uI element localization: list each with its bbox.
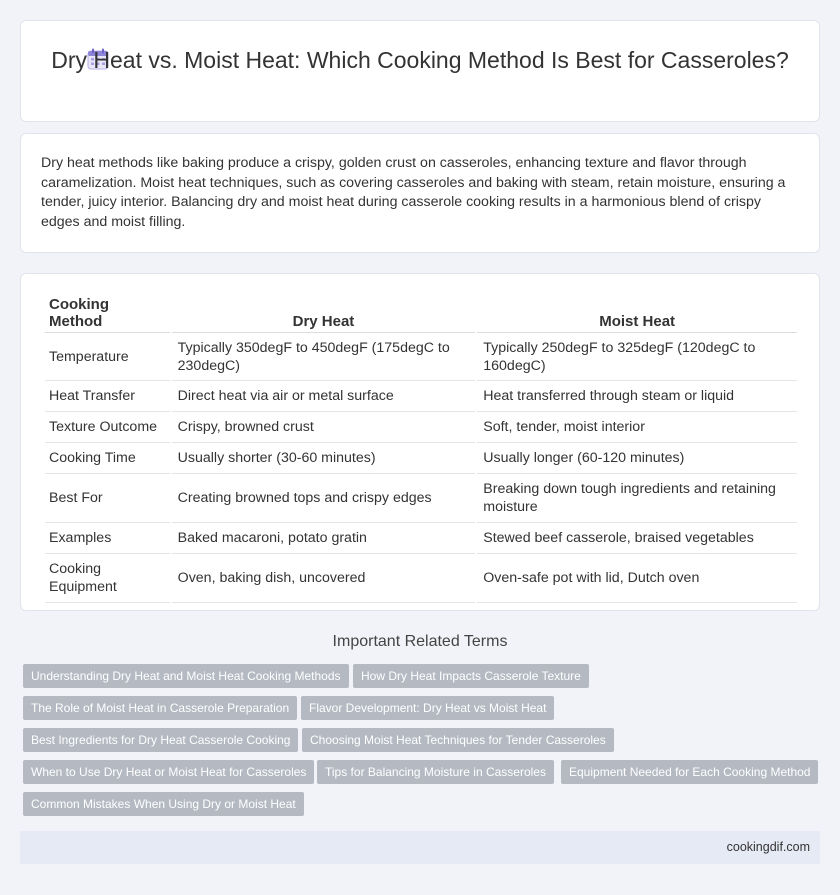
dry-heat-cell: Baked macaroni, potato gratin (172, 523, 476, 554)
dry-heat-cell: Creating browned tops and crispy edges (172, 474, 476, 523)
moist-heat-cell: Soft, tender, moist interior (477, 412, 797, 443)
header-moist-heat: Moist Heat (477, 296, 797, 333)
related-tag[interactable]: Flavor Development: Dry Heat vs Moist Heat (301, 696, 554, 720)
row-label: Best For (45, 474, 170, 523)
related-tag[interactable]: Choosing Moist Heat Techniques for Tender Casseroles (302, 728, 614, 752)
related-tag[interactable]: Understanding Dry Heat and Moist Heat Cooking Methods (23, 664, 349, 688)
header-cooking-method: Cooking Method (45, 296, 170, 333)
page-title: Dry Heat vs. Moist Heat: Which Cooking Method Is Best for Casseroles? (51, 47, 789, 73)
row-label: Texture Outcome (45, 412, 170, 443)
dry-heat-cell: Oven, baking dish, uncovered (172, 554, 476, 603)
table-row (45, 474, 797, 523)
intro-text: Dry heat methods like baking produce a crispy, golden crust on casseroles, enhancing texture and flavor through caramelization. Moist heat techniques, such as covering casseroles and baking with steam, retain moisture, ensuring a tender, juicy interior. Balancing dry and moist heat during casserole cooking results in a harmonious blend of crispy edges and moist filling. (41, 155, 786, 230)
dry-heat-cell: Crispy, browned crust (172, 412, 476, 443)
footer-site[interactable]: cookingdif.com (726, 840, 810, 854)
related-tag[interactable]: Equipment Needed for Each Cooking Method (561, 760, 818, 784)
intro-card (20, 133, 820, 253)
dry-heat-cell: Usually shorter (30-60 minutes) (172, 443, 476, 474)
comparison-table (43, 296, 799, 603)
related-tag[interactable]: Tips for Balancing Moisture in Casseroles (317, 760, 554, 784)
table-card (20, 273, 820, 611)
table-row (45, 554, 797, 603)
related-tag[interactable]: How Dry Heat Impacts Casserole Texture (353, 664, 589, 688)
moist-heat-cell: Typically 250degF to 325degF (120degC to 160degC) (477, 333, 797, 381)
table-row (45, 443, 797, 474)
moist-heat-cell: Stewed beef casserole, braised vegetables (477, 523, 797, 554)
row-label: Cooking Time (45, 443, 170, 474)
moist-heat-cell: Usually longer (60-120 minutes) (477, 443, 797, 474)
row-label: Cooking Equipment (45, 554, 170, 603)
dry-heat-cell: Direct heat via air or metal surface (172, 381, 476, 412)
related-terms-title: Important Related Terms (332, 633, 508, 650)
moist-heat-cell: Heat transferred through steam or liquid (477, 381, 797, 412)
table-row (45, 381, 797, 412)
table-header-row (45, 296, 797, 333)
related-tag[interactable]: Best Ingredients for Dry Heat Casserole Cooking (23, 728, 298, 752)
related-tag[interactable]: The Role of Moist Heat in Casserole Preparation (23, 696, 297, 720)
footer (20, 831, 820, 864)
row-label: Heat Transfer (45, 381, 170, 412)
title-card (20, 20, 820, 122)
related-tag[interactable]: When to Use Dry Heat or Moist Heat for Casseroles (23, 760, 314, 784)
row-label: Temperature (45, 333, 170, 381)
moist-heat-cell: Breaking down tough ingredients and retaining moisture (477, 474, 797, 523)
table-row (45, 333, 797, 381)
related-tag[interactable]: Common Mistakes When Using Dry or Moist Heat (23, 792, 304, 816)
row-label: Examples (45, 523, 170, 554)
table-row (45, 523, 797, 554)
moist-heat-cell: Oven-safe pot with lid, Dutch oven (477, 554, 797, 603)
dry-heat-cell: Typically 350degF to 450degF (175degC to 230degC) (172, 333, 476, 381)
table-row (45, 412, 797, 443)
header-dry-heat: Dry Heat (172, 296, 476, 333)
